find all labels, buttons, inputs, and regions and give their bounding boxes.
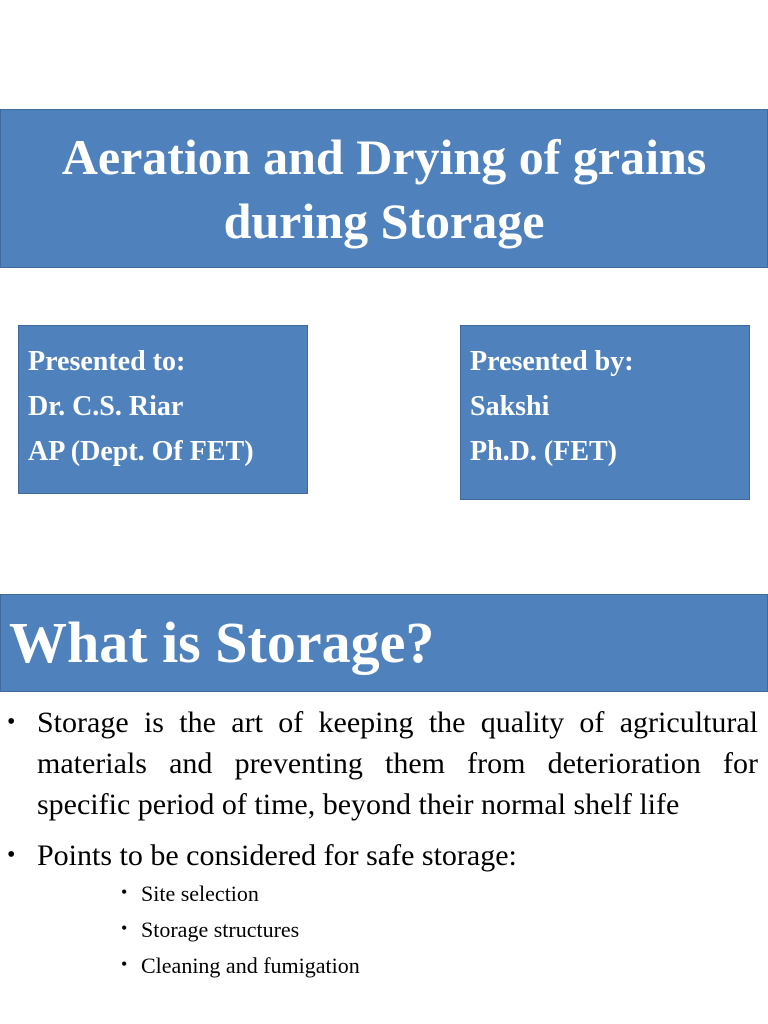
presented-by-designation: Ph.D. (FET) — [470, 436, 617, 467]
presented-to-name: Dr. C.S. Riar — [28, 391, 184, 422]
bullet-list — [0, 702, 768, 994]
slide-what-is-storage — [0, 560, 768, 1024]
bullet-text: Points to be considered for safe storage: — [37, 839, 517, 872]
bullet-icon: • — [121, 918, 128, 938]
title-line-2: during Storage — [223, 192, 545, 249]
list-item — [0, 835, 768, 984]
presented-by-heading: Presented by: — [470, 346, 634, 377]
bullet-icon: • — [121, 954, 128, 974]
bullet-icon: • — [7, 842, 16, 868]
list-item — [37, 948, 758, 984]
presented-to-heading: Presented to: — [28, 346, 186, 377]
bullet-icon: • — [7, 709, 16, 735]
list-item — [37, 912, 758, 948]
list-item — [0, 702, 768, 825]
sub-bullet-text: Storage structures — [141, 917, 300, 942]
sub-bullet-list — [37, 876, 758, 984]
bullet-text: Storage is the art of keeping the quality of agricultural materials and preventing them from deterioration for specific period of time, beyond their normal shelf life — [37, 706, 758, 821]
list-item — [37, 876, 758, 912]
slide-heading: What is Storage? — [0, 594, 768, 692]
presented-by-name: Sakshi — [470, 391, 550, 422]
presentation-title — [0, 109, 768, 268]
presented-to-designation: AP (Dept. Of FET) — [28, 436, 254, 467]
presented-to-box — [18, 325, 308, 494]
sub-bullet-text: Site selection — [141, 881, 259, 906]
sub-bullet-text: Cleaning and fumigation — [141, 953, 360, 978]
title-line-1: Aeration and Drying of grains — [61, 128, 707, 185]
bullet-icon: • — [121, 882, 128, 902]
presented-by-box — [460, 325, 750, 500]
